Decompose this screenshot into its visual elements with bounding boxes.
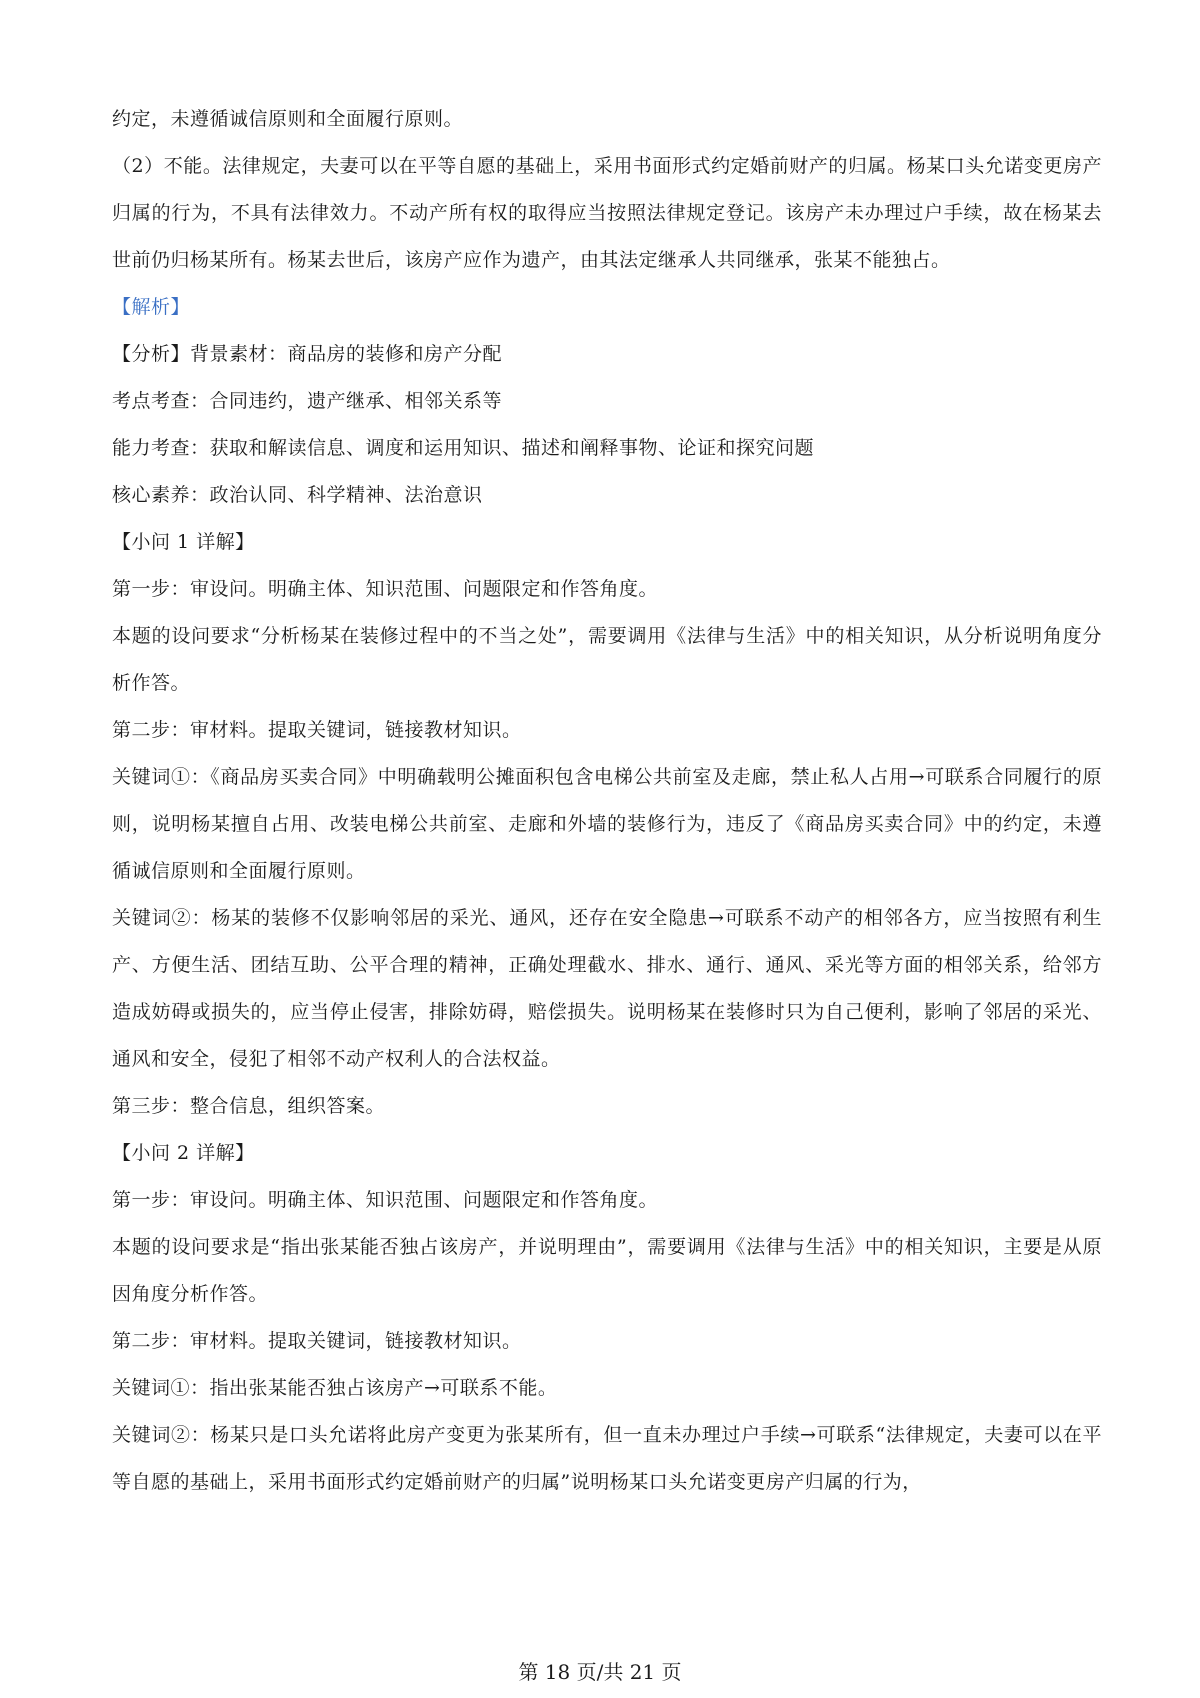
paragraph-exam-points: 考点考查：合同违约，遗产继承、相邻关系等: [112, 390, 503, 412]
document-body: [112, 96, 1102, 1506]
paragraph-background: 【分析】背景素材：商品房的装修和房产分配: [112, 343, 503, 365]
paragraph-q1-requirement: 本题的设问要求“分析杨某在装修过程中的不当之处”，需要调用《法律与生活》中的相关知识，从分析说明角度分析作答。: [112, 625, 1102, 694]
paragraph-q2-requirement: 本题的设问要求是“指出张某能否独占该房产，并说明理由”，需要调用《法律与生活》中的相关知识，主要是从原因角度分析作答。: [112, 1236, 1102, 1305]
section-heading-analysis: 【解析】: [112, 296, 191, 318]
paragraph-continuation: 约定，未遵循诚信原则和全面履行原则。: [112, 108, 464, 130]
paragraph-core-literacy: 核心素养：政治认同、科学精神、法治意识: [112, 484, 483, 506]
paragraph-q1-keyword2: 关键词②：杨某的装修不仅影响邻居的采光、通风，还存在安全隐患→可联系不动产的相邻各方，应当按照有利生产、方便生活、团结互助、公平合理的精神，正确处理截水、排水、通行、通风、采光等方面的相邻关系，给邻方造成妨碍或损失的，应当停止侵害，排除妨碍，赔偿损失。说明杨某在装修时只为自己便利，影响了邻居的采光、通风和安全，侵犯了相邻不动产权利人的合法权益。: [112, 907, 1102, 1070]
paragraph-q2-step2: 第二步：审材料。提取关键词，链接教材知识。: [112, 1330, 522, 1352]
paragraph-q1-step1: 第一步：审设问。明确主体、知识范围、问题限定和作答角度。: [112, 578, 659, 600]
paragraph-q2-keyword1: 关键词①：指出张某能否独占该房产→可联系不能。: [112, 1377, 558, 1399]
paragraph-q2-step1: 第一步：审设问。明确主体、知识范围、问题限定和作答角度。: [112, 1189, 659, 1211]
paragraph-answer-2: （2）不能。法律规定，夫妻可以在平等自愿的基础上，采用书面形式约定婚前财产的归属。杨某口头允诺变更房产归属的行为，不具有法律效力。不动产所有权的取得应当按照法律规定登记。该房产未办理过户手续，故在杨某去世前仍归杨某所有。杨某去世后，该房产应作为遗产，由其法定继承人共同继承，张某不能独占。: [112, 155, 1102, 271]
paragraph-q2-keyword2: 关键词②：杨某只是口头允诺将此房产变更为张某所有，但一直未办理过户手续→可联系“法律规定，夫妻可以在平等自愿的基础上，采用书面形式约定婚前财产的归属”说明杨某口头允诺变更房产归属的行为，: [112, 1424, 1102, 1493]
subheading-question-2: 【小问 2 详解】: [112, 1142, 255, 1164]
paragraph-q1-step2: 第二步：审材料。提取关键词，链接教材知识。: [112, 719, 522, 741]
paragraph-q1-step3: 第三步：整合信息，组织答案。: [112, 1095, 386, 1117]
page-number-footer: 第 18 页/共 21 页: [518, 1660, 682, 1684]
subheading-question-1: 【小问 1 详解】: [112, 531, 255, 553]
paragraph-q1-keyword1: 关键词①：《商品房买卖合同》中明确载明公摊面积包含电梯公共前室及走廊，禁止私人占用→可联系合同履行的原则，说明杨某擅自占用、改装电梯公共前室、走廊和外墙的装修行为，违反了《商品房买卖合同》中的约定，未遵循诚信原则和全面履行原则。: [112, 766, 1102, 882]
paragraph-abilities: 能力考查：获取和解读信息、调度和运用知识、描述和阐释事物、论证和探究问题: [112, 437, 815, 459]
